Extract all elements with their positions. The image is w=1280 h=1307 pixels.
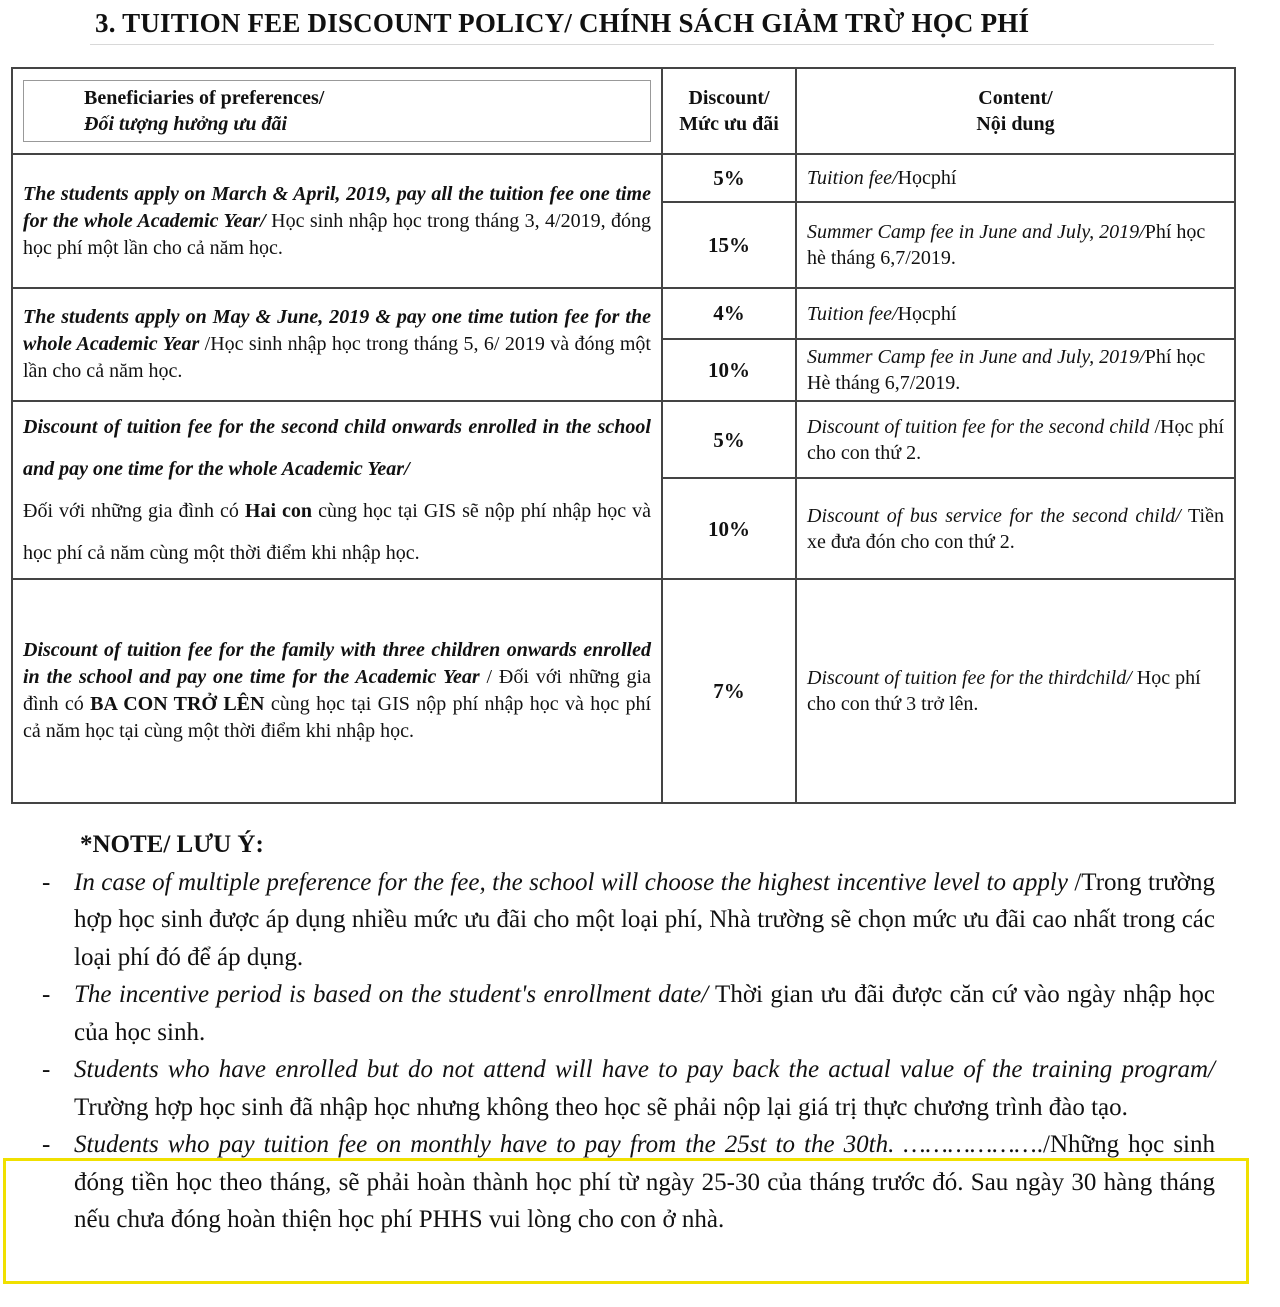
content-en: Discount of tuition fee for the second child bbox=[807, 415, 1155, 438]
content-vi: Học phí cho con thứ 3 trở lên. bbox=[807, 667, 1201, 715]
discount-value: 5% bbox=[662, 401, 796, 478]
note-item bbox=[40, 1051, 1215, 1126]
beneficiary-vi: Học sinh nhập học trong tháng 3, 4/2019, đóng học phí một lần cho cả năm học. bbox=[23, 209, 651, 259]
bullet-dash: - bbox=[42, 981, 51, 1008]
content-cell bbox=[796, 339, 1235, 401]
beneficiary-cell bbox=[12, 288, 662, 401]
discount-value: 7% bbox=[662, 579, 796, 803]
content-en: Tuition fee/ bbox=[807, 302, 898, 325]
bullet-dash: - bbox=[42, 1131, 51, 1158]
bullet-dash: - bbox=[42, 1056, 51, 1083]
discount-value: 4% bbox=[662, 288, 796, 339]
note-vi: ./Những học sinh đóng tiền học theo tháng, sẽ phải hoàn thành học phí từ ngày 25-30 của tháng trước đó. Sau ngày 30 hàng tháng nếu chưa đóng hoàn thiện học phí PHHS vui lòng cho con ở nhà. bbox=[74, 1131, 1215, 1233]
title-divider bbox=[90, 44, 1214, 45]
beneficiary-vi-b: cùng học tại GIS nộp phí nhập học và học phí cả năm học tại cùng một thời điểm khi nhập học. bbox=[23, 693, 652, 742]
discount-value: 15% bbox=[662, 202, 796, 288]
content-vi: Phí học hè tháng 6,7/2019. bbox=[807, 221, 1206, 269]
header-discount-vi: Mức ưu đãi bbox=[679, 113, 779, 135]
header-beneficiaries-vi: Đối tượng hưởng ưu đãi bbox=[84, 113, 288, 135]
content-en: Summer Camp fee in June and July, 2019/ bbox=[807, 221, 1145, 243]
content-cell bbox=[796, 478, 1235, 579]
content-en: Discount of tuition fee for the thirdchild/ bbox=[807, 667, 1132, 689]
content-cell bbox=[796, 154, 1235, 202]
content-cell bbox=[796, 579, 1235, 803]
table-row bbox=[12, 401, 1235, 478]
content-vi: Họcphí bbox=[897, 167, 957, 189]
beneficiary-cell bbox=[12, 154, 662, 288]
discount-value: 10% bbox=[662, 478, 796, 579]
header-content-vi: Nội dung bbox=[976, 113, 1055, 135]
discount-value: 10% bbox=[662, 339, 796, 401]
beneficiary-en: The students apply on March & April, 2019, pay all the tuition fee one time for the whole Academic Year/ bbox=[23, 182, 651, 232]
beneficiary-vi-bold: Hai con bbox=[244, 500, 313, 522]
note-en: Students who pay tuition fee on monthly have to pay from the 25st to the 30th. ……………… bbox=[74, 1131, 1037, 1158]
table-row bbox=[12, 579, 1235, 803]
header-discount bbox=[662, 68, 796, 154]
content-cell bbox=[796, 288, 1235, 339]
note-en: In case of multiple preference for the fee, the school will choose the highest incentive level to apply bbox=[74, 868, 1068, 896]
beneficiary-en: Discount of tuition fee for the second child onwards enrolled in the school and pay one time for the whole Academic Year/ bbox=[23, 416, 651, 480]
table-row bbox=[12, 288, 1235, 339]
header-content-en: Content/ bbox=[978, 87, 1053, 109]
note-en: The incentive period is based on the student's enrollment date/ bbox=[74, 981, 709, 1008]
content-vi: Tiền xe đưa đón cho con thứ 2. bbox=[807, 504, 1224, 553]
discount-value: 5% bbox=[662, 154, 796, 202]
content-vi: /Học phí cho con thứ 2. bbox=[807, 415, 1224, 464]
beneficiary-vi-a: Đối với những gia đình có bbox=[23, 500, 245, 522]
beneficiary-cell bbox=[12, 401, 662, 579]
table-row bbox=[12, 154, 1235, 202]
note-vi: Thời gian ưu đãi được căn cứ vào ngày nhập học của học sinh. bbox=[74, 981, 1215, 1046]
content-en: Tuition fee/ bbox=[807, 167, 898, 189]
content-en: Summer Camp fee in June and July, 2019/ bbox=[807, 346, 1145, 368]
content-en: Discount of bus service for the second child/ bbox=[807, 504, 1181, 527]
beneficiary-vi-a: / Đối với những gia đình có bbox=[23, 666, 651, 715]
beneficiary-vi-bold: BA CON TRỞ LÊN bbox=[90, 693, 265, 715]
beneficiary-en: Discount of tuition fee for the family with three children onwards enrolled in the school and pay one time for the Academic Year bbox=[23, 639, 651, 688]
note-vi: Trường hợp học sinh đã nhập học nhưng không theo học sẽ phải nộp lại giá trị thực chương trình đào tạo. bbox=[74, 1093, 1128, 1121]
bullet-dash: - bbox=[42, 868, 51, 896]
content-vi: Họcphí bbox=[897, 302, 957, 325]
discount-policy-table bbox=[11, 67, 1236, 804]
table-header-row bbox=[12, 68, 1235, 154]
content-cell bbox=[796, 401, 1235, 478]
note-item bbox=[40, 864, 1215, 977]
beneficiary-vi: /Học sinh nhập học trong tháng 5, 6/ 2019 và đóng một lần cho cả năm học. bbox=[23, 333, 651, 382]
header-discount-en: Discount/ bbox=[688, 87, 770, 109]
beneficiary-vi-b: cùng học tại GIS sẽ nộp phí nhập học và học phí cả năm cùng một thời điểm khi nhập học. bbox=[23, 500, 652, 564]
note-vi: /Trong trường hợp học sinh được áp dụng nhiều mức ưu đãi cho một loại phí, Nhà trường sẽ chọn mức ưu đãi cao nhất trong các loại phí đó để áp dụng. bbox=[74, 868, 1215, 971]
content-cell bbox=[796, 202, 1235, 288]
content-vi: Phí học Hè tháng 6,7/2019. bbox=[807, 346, 1206, 394]
beneficiary-en: The students apply on May & June, 2019 & pay one time tution fee for the whole Academic Year bbox=[23, 306, 651, 355]
header-beneficiaries-en: Beneficiaries of preferences/ bbox=[84, 87, 325, 109]
highlight-box bbox=[3, 1158, 1249, 1284]
header-beneficiaries bbox=[12, 68, 662, 154]
page-title: 3. TUITION FEE DISCOUNT POLICY/ CHÍNH SÁCH GIẢM TRỪ HỌC PHÍ bbox=[95, 8, 1030, 38]
note-item bbox=[40, 976, 1215, 1051]
notes-heading: *NOTE/ LƯU Ý: bbox=[80, 831, 264, 858]
note-en: Students who have enrolled but do not attend will have to pay back the actual value of the training program/ bbox=[74, 1056, 1215, 1083]
header-content bbox=[796, 68, 1235, 154]
beneficiary-cell bbox=[12, 579, 662, 803]
